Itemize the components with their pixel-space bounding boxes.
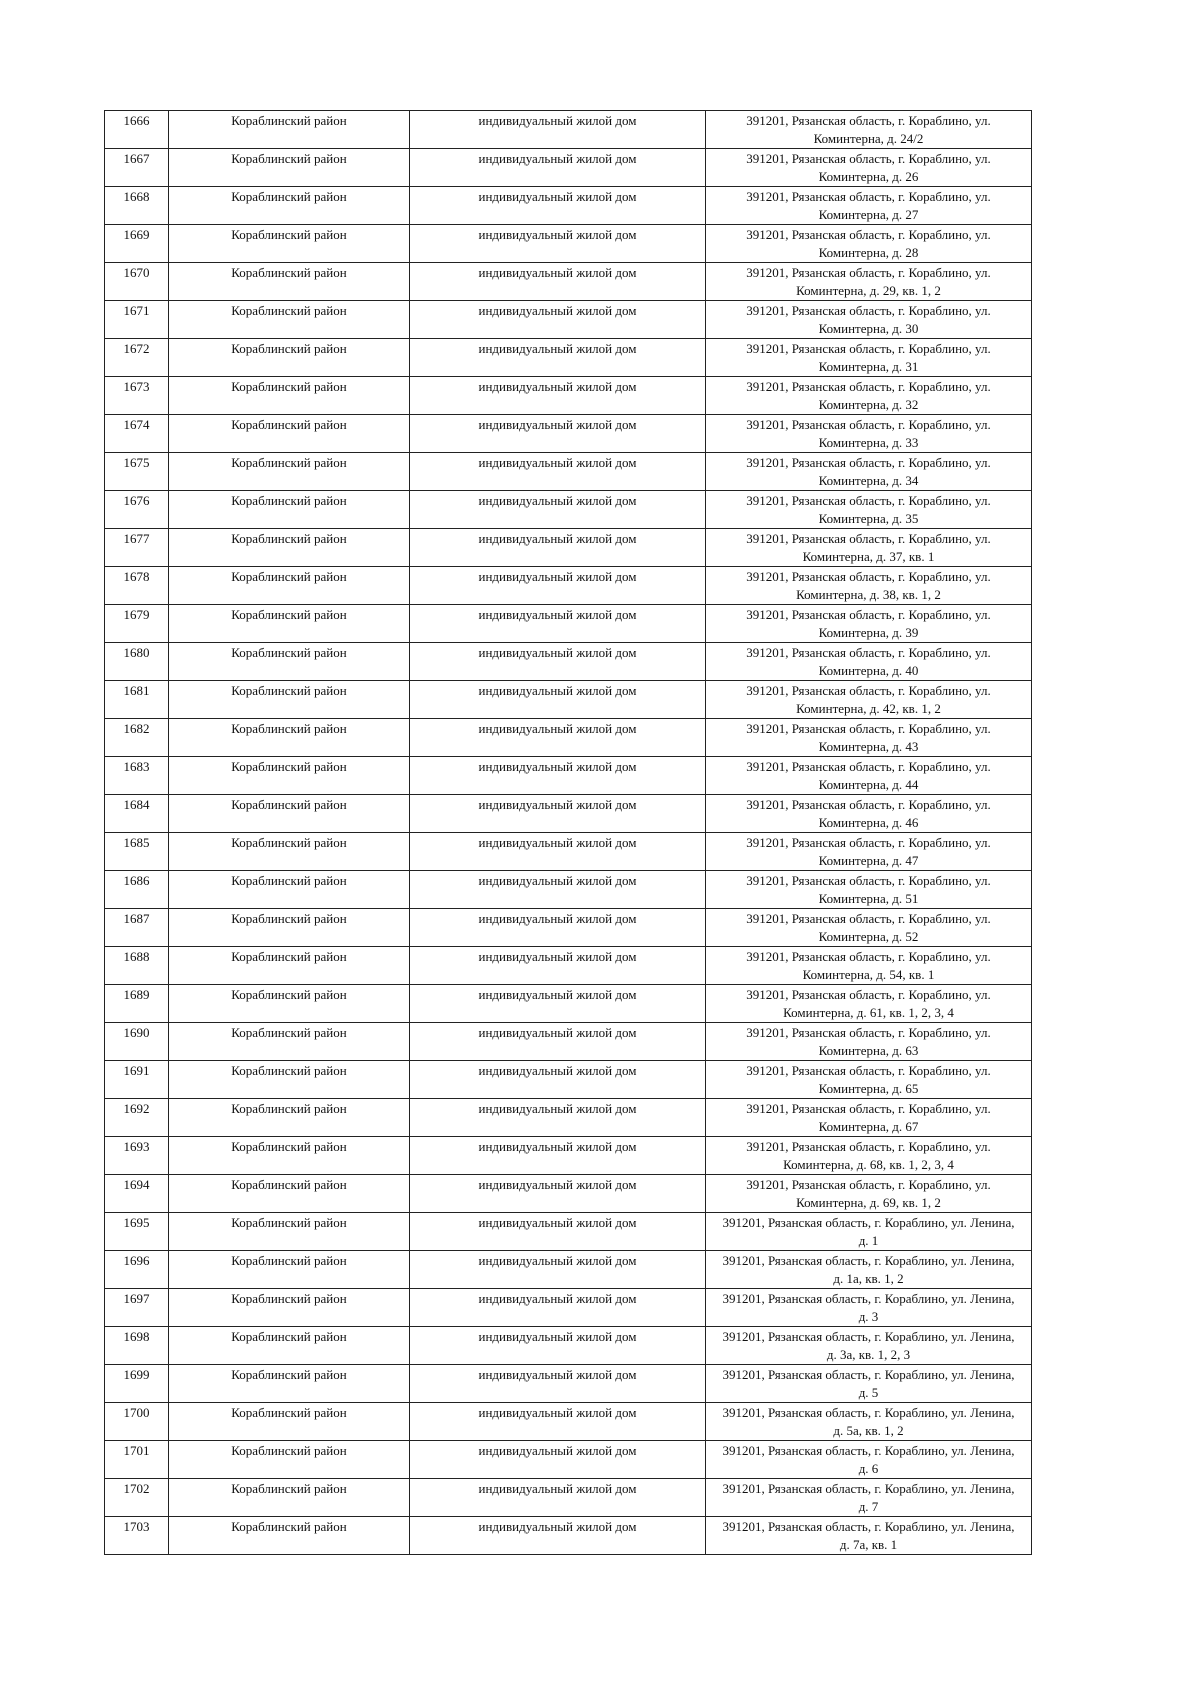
table-row	[105, 225, 1032, 263]
row-number-cell: 1673	[105, 377, 169, 415]
building-type-cell: индивидуальный жилой дом	[410, 605, 706, 643]
row-number-cell: 1683	[105, 757, 169, 795]
table-row	[105, 301, 1032, 339]
district-cell: Кораблинский район	[169, 415, 410, 453]
table-row	[105, 757, 1032, 795]
address-cell: 391201, Рязанская область, г. Кораблино, ул. Коминтерна, д. 24/2	[706, 111, 1032, 149]
building-type-cell: индивидуальный жилой дом	[410, 1175, 706, 1213]
row-number-cell: 1681	[105, 681, 169, 719]
row-number-cell: 1686	[105, 871, 169, 909]
district-cell: Кораблинский район	[169, 605, 410, 643]
table-row	[105, 1517, 1032, 1555]
row-number-cell: 1676	[105, 491, 169, 529]
table-row	[105, 909, 1032, 947]
table-row	[105, 1403, 1032, 1441]
district-cell: Кораблинский район	[169, 1517, 410, 1555]
address-cell: 391201, Рязанская область, г. Кораблино, ул. Коминтерна, д. 31	[706, 339, 1032, 377]
building-type-cell: индивидуальный жилой дом	[410, 1023, 706, 1061]
housing-registry-table	[104, 110, 1032, 1555]
building-type-cell: индивидуальный жилой дом	[410, 529, 706, 567]
building-type-cell: индивидуальный жилой дом	[410, 1479, 706, 1517]
row-number-cell: 1699	[105, 1365, 169, 1403]
row-number-cell: 1687	[105, 909, 169, 947]
address-cell: 391201, Рязанская область, г. Кораблино, ул. Коминтерна, д. 26	[706, 149, 1032, 187]
building-type-cell: индивидуальный жилой дом	[410, 301, 706, 339]
table-row	[105, 947, 1032, 985]
building-type-cell: индивидуальный жилой дом	[410, 757, 706, 795]
row-number-cell: 1672	[105, 339, 169, 377]
building-type-cell: индивидуальный жилой дом	[410, 491, 706, 529]
district-cell: Кораблинский район	[169, 225, 410, 263]
building-type-cell: индивидуальный жилой дом	[410, 415, 706, 453]
address-cell: 391201, Рязанская область, г. Кораблино, ул. Ленина, д. 7	[706, 1479, 1032, 1517]
address-cell: 391201, Рязанская область, г. Кораблино, ул. Коминтерна, д. 27	[706, 187, 1032, 225]
row-number-cell: 1678	[105, 567, 169, 605]
building-type-cell: индивидуальный жилой дом	[410, 1289, 706, 1327]
row-number-cell: 1695	[105, 1213, 169, 1251]
district-cell: Кораблинский район	[169, 149, 410, 187]
address-cell: 391201, Рязанская область, г. Кораблино, ул. Коминтерна, д. 37, кв. 1	[706, 529, 1032, 567]
address-cell: 391201, Рязанская область, г. Кораблино, ул. Коминтерна, д. 52	[706, 909, 1032, 947]
district-cell: Кораблинский район	[169, 377, 410, 415]
row-number-cell: 1694	[105, 1175, 169, 1213]
row-number-cell: 1677	[105, 529, 169, 567]
building-type-cell: индивидуальный жилой дом	[410, 567, 706, 605]
district-cell: Кораблинский район	[169, 947, 410, 985]
row-number-cell: 1688	[105, 947, 169, 985]
row-number-cell: 1684	[105, 795, 169, 833]
table-row	[105, 111, 1032, 149]
district-cell: Кораблинский район	[169, 681, 410, 719]
table-row	[105, 1061, 1032, 1099]
district-cell: Кораблинский район	[169, 1365, 410, 1403]
district-cell: Кораблинский район	[169, 339, 410, 377]
row-number-cell: 1690	[105, 1023, 169, 1061]
address-cell: 391201, Рязанская область, г. Кораблино, ул. Ленина, д. 1	[706, 1213, 1032, 1251]
row-number-cell: 1701	[105, 1441, 169, 1479]
building-type-cell: индивидуальный жилой дом	[410, 1403, 706, 1441]
district-cell: Кораблинский район	[169, 871, 410, 909]
district-cell: Кораблинский район	[169, 1441, 410, 1479]
building-type-cell: индивидуальный жилой дом	[410, 339, 706, 377]
building-type-cell: индивидуальный жилой дом	[410, 1137, 706, 1175]
building-type-cell: индивидуальный жилой дом	[410, 909, 706, 947]
district-cell: Кораблинский район	[169, 909, 410, 947]
district-cell: Кораблинский район	[169, 111, 410, 149]
table-row	[105, 453, 1032, 491]
building-type-cell: индивидуальный жилой дом	[410, 263, 706, 301]
table-row	[105, 871, 1032, 909]
row-number-cell: 1680	[105, 643, 169, 681]
address-cell: 391201, Рязанская область, г. Кораблино, ул. Коминтерна, д. 63	[706, 1023, 1032, 1061]
address-cell: 391201, Рязанская область, г. Кораблино, ул. Ленина, д. 5а, кв. 1, 2	[706, 1403, 1032, 1441]
address-cell: 391201, Рязанская область, г. Кораблино, ул. Коминтерна, д. 35	[706, 491, 1032, 529]
row-number-cell: 1696	[105, 1251, 169, 1289]
address-cell: 391201, Рязанская область, г. Кораблино, ул. Коминтерна, д. 68, кв. 1, 2, 3, 4	[706, 1137, 1032, 1175]
address-cell: 391201, Рязанская область, г. Кораблино, ул. Коминтерна, д. 69, кв. 1, 2	[706, 1175, 1032, 1213]
row-number-cell: 1700	[105, 1403, 169, 1441]
table-row	[105, 1327, 1032, 1365]
building-type-cell: индивидуальный жилой дом	[410, 947, 706, 985]
table-row	[105, 1251, 1032, 1289]
district-cell: Кораблинский район	[169, 719, 410, 757]
building-type-cell: индивидуальный жилой дом	[410, 1517, 706, 1555]
district-cell: Кораблинский район	[169, 1251, 410, 1289]
address-cell: 391201, Рязанская область, г. Кораблино, ул. Ленина, д. 3а, кв. 1, 2, 3	[706, 1327, 1032, 1365]
row-number-cell: 1689	[105, 985, 169, 1023]
district-cell: Кораблинский район	[169, 985, 410, 1023]
row-number-cell: 1703	[105, 1517, 169, 1555]
table-row	[105, 1441, 1032, 1479]
district-cell: Кораблинский район	[169, 1327, 410, 1365]
row-number-cell: 1669	[105, 225, 169, 263]
row-number-cell: 1691	[105, 1061, 169, 1099]
table-row	[105, 1137, 1032, 1175]
building-type-cell: индивидуальный жилой дом	[410, 1099, 706, 1137]
table-row	[105, 339, 1032, 377]
table-row	[105, 833, 1032, 871]
building-type-cell: индивидуальный жилой дом	[410, 643, 706, 681]
table-row	[105, 605, 1032, 643]
district-cell: Кораблинский район	[169, 453, 410, 491]
address-cell: 391201, Рязанская область, г. Кораблино, ул. Коминтерна, д. 33	[706, 415, 1032, 453]
building-type-cell: индивидуальный жилой дом	[410, 985, 706, 1023]
row-number-cell: 1667	[105, 149, 169, 187]
address-cell: 391201, Рязанская область, г. Кораблино, ул. Коминтерна, д. 51	[706, 871, 1032, 909]
address-cell: 391201, Рязанская область, г. Кораблино, ул. Коминтерна, д. 30	[706, 301, 1032, 339]
address-cell: 391201, Рязанская область, г. Кораблино, ул. Ленина, д. 7а, кв. 1	[706, 1517, 1032, 1555]
district-cell: Кораблинский район	[169, 833, 410, 871]
district-cell: Кораблинский район	[169, 1289, 410, 1327]
row-number-cell: 1670	[105, 263, 169, 301]
district-cell: Кораблинский район	[169, 301, 410, 339]
address-cell: 391201, Рязанская область, г. Кораблино, ул. Коминтерна, д. 40	[706, 643, 1032, 681]
table-row	[105, 681, 1032, 719]
building-type-cell: индивидуальный жилой дом	[410, 1061, 706, 1099]
address-cell: 391201, Рязанская область, г. Кораблино, ул. Коминтерна, д. 42, кв. 1, 2	[706, 681, 1032, 719]
row-number-cell: 1692	[105, 1099, 169, 1137]
row-number-cell: 1702	[105, 1479, 169, 1517]
district-cell: Кораблинский район	[169, 567, 410, 605]
building-type-cell: индивидуальный жилой дом	[410, 187, 706, 225]
address-cell: 391201, Рязанская область, г. Кораблино, ул. Коминтерна, д. 65	[706, 1061, 1032, 1099]
district-cell: Кораблинский район	[169, 1403, 410, 1441]
address-cell: 391201, Рязанская область, г. Кораблино, ул. Ленина, д. 5	[706, 1365, 1032, 1403]
table-row	[105, 1213, 1032, 1251]
building-type-cell: индивидуальный жилой дом	[410, 1213, 706, 1251]
address-cell: 391201, Рязанская область, г. Кораблино, ул. Ленина, д. 3	[706, 1289, 1032, 1327]
district-cell: Кораблинский район	[169, 1479, 410, 1517]
district-cell: Кораблинский район	[169, 263, 410, 301]
district-cell: Кораблинский район	[169, 529, 410, 567]
address-cell: 391201, Рязанская область, г. Кораблино, ул. Ленина, д. 1а, кв. 1, 2	[706, 1251, 1032, 1289]
district-cell: Кораблинский район	[169, 187, 410, 225]
row-number-cell: 1675	[105, 453, 169, 491]
building-type-cell: индивидуальный жилой дом	[410, 1441, 706, 1479]
building-type-cell: индивидуальный жилой дом	[410, 719, 706, 757]
table-row	[105, 529, 1032, 567]
row-number-cell: 1697	[105, 1289, 169, 1327]
building-type-cell: индивидуальный жилой дом	[410, 225, 706, 263]
address-cell: 391201, Рязанская область, г. Кораблино, ул. Коминтерна, д. 44	[706, 757, 1032, 795]
row-number-cell: 1679	[105, 605, 169, 643]
district-cell: Кораблинский район	[169, 1213, 410, 1251]
row-number-cell: 1671	[105, 301, 169, 339]
building-type-cell: индивидуальный жилой дом	[410, 1365, 706, 1403]
district-cell: Кораблинский район	[169, 757, 410, 795]
building-type-cell: индивидуальный жилой дом	[410, 111, 706, 149]
table-row	[105, 1289, 1032, 1327]
district-cell: Кораблинский район	[169, 643, 410, 681]
table-row	[105, 1479, 1032, 1517]
table-row	[105, 187, 1032, 225]
building-type-cell: индивидуальный жилой дом	[410, 149, 706, 187]
table-row	[105, 1023, 1032, 1061]
table-row	[105, 643, 1032, 681]
building-type-cell: индивидуальный жилой дом	[410, 681, 706, 719]
address-cell: 391201, Рязанская область, г. Кораблино, ул. Коминтерна, д. 34	[706, 453, 1032, 491]
table-row	[105, 1175, 1032, 1213]
building-type-cell: индивидуальный жилой дом	[410, 795, 706, 833]
address-cell: 391201, Рязанская область, г. Кораблино, ул. Коминтерна, д. 61, кв. 1, 2, 3, 4	[706, 985, 1032, 1023]
address-cell: 391201, Рязанская область, г. Кораблино, ул. Коминтерна, д. 32	[706, 377, 1032, 415]
table-row	[105, 719, 1032, 757]
table-row	[105, 985, 1032, 1023]
address-cell: 391201, Рязанская область, г. Кораблино, ул. Коминтерна, д. 39	[706, 605, 1032, 643]
address-cell: 391201, Рязанская область, г. Кораблино, ул. Коминтерна, д. 46	[706, 795, 1032, 833]
address-cell: 391201, Рязанская область, г. Кораблино, ул. Коминтерна, д. 29, кв. 1, 2	[706, 263, 1032, 301]
building-type-cell: индивидуальный жилой дом	[410, 1251, 706, 1289]
address-cell: 391201, Рязанская область, г. Кораблино, ул. Коминтерна, д. 28	[706, 225, 1032, 263]
table-row	[105, 491, 1032, 529]
building-type-cell: индивидуальный жилой дом	[410, 871, 706, 909]
building-type-cell: индивидуальный жилой дом	[410, 453, 706, 491]
row-number-cell: 1685	[105, 833, 169, 871]
district-cell: Кораблинский район	[169, 1061, 410, 1099]
address-cell: 391201, Рязанская область, г. Кораблино, ул. Коминтерна, д. 38, кв. 1, 2	[706, 567, 1032, 605]
table-row	[105, 1365, 1032, 1403]
district-cell: Кораблинский район	[169, 1175, 410, 1213]
table-row	[105, 567, 1032, 605]
address-cell: 391201, Рязанская область, г. Кораблино, ул. Коминтерна, д. 67	[706, 1099, 1032, 1137]
table-row	[105, 377, 1032, 415]
table-row	[105, 415, 1032, 453]
row-number-cell: 1674	[105, 415, 169, 453]
table-body	[105, 111, 1032, 1555]
address-cell: 391201, Рязанская область, г. Кораблино, ул. Ленина, д. 6	[706, 1441, 1032, 1479]
address-cell: 391201, Рязанская область, г. Кораблино, ул. Коминтерна, д. 43	[706, 719, 1032, 757]
building-type-cell: индивидуальный жилой дом	[410, 833, 706, 871]
row-number-cell: 1666	[105, 111, 169, 149]
district-cell: Кораблинский район	[169, 491, 410, 529]
table-row	[105, 263, 1032, 301]
table-row	[105, 1099, 1032, 1137]
address-cell: 391201, Рязанская область, г. Кораблино, ул. Коминтерна, д. 54, кв. 1	[706, 947, 1032, 985]
district-cell: Кораблинский район	[169, 795, 410, 833]
building-type-cell: индивидуальный жилой дом	[410, 1327, 706, 1365]
row-number-cell: 1693	[105, 1137, 169, 1175]
table-row	[105, 149, 1032, 187]
table-row	[105, 795, 1032, 833]
row-number-cell: 1682	[105, 719, 169, 757]
building-type-cell: индивидуальный жилой дом	[410, 377, 706, 415]
district-cell: Кораблинский район	[169, 1099, 410, 1137]
district-cell: Кораблинский район	[169, 1023, 410, 1061]
row-number-cell: 1698	[105, 1327, 169, 1365]
district-cell: Кораблинский район	[169, 1137, 410, 1175]
row-number-cell: 1668	[105, 187, 169, 225]
address-cell: 391201, Рязанская область, г. Кораблино, ул. Коминтерна, д. 47	[706, 833, 1032, 871]
